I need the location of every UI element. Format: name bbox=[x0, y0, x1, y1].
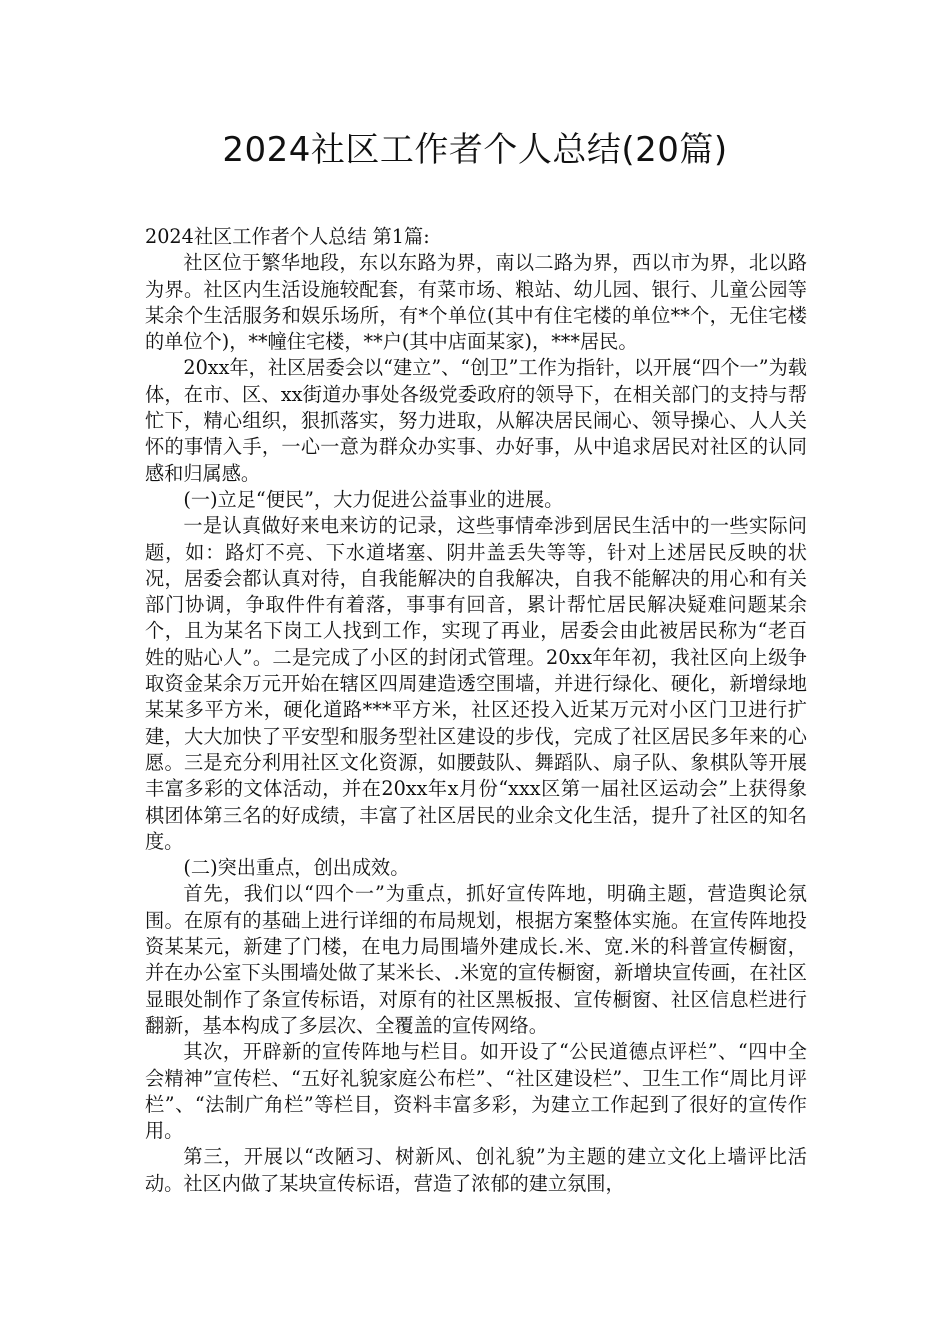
document-body bbox=[145, 224, 807, 1197]
paragraph: 一是认真做好来电来访的记录，这些事情牵涉到居民生活中的一些实际问题，如：路灯不亮、下水道堵塞、阴井盖丢失等等，针对上述居民反映的状况，居委会都认真对待，自我能解决的自我解决，自我不能解决的用心和有关部门协调，争取件件有着落，事事有回音，累计帮忙居民解决疑难问题某余个，且为某名下岗工人找到工作，实现了再业，居委会由此被居民称为“老百姓的贴心人”。二是完成了小区的封闭式管理。20xx年年初，我社区向上级争取资金某余万元开始在辖区四周建造透空围墙，并进行绿化、硬化，新增绿地某某多平方米，硬化道路***平方米，社区还投入近某万元对小区门卫进行扩建，大大加快了平安型和服务型社区建设的步伐，完成了社区居民多年来的心愿。三是充分利用社区文化资源，如腰鼓队、舞蹈队、扇子队、象棋队等开展丰富多彩的文体活动，并在20xx年x月份“xxx区第一届社区运动会”上获得象棋团体第三名的好成绩，丰富了社区居民的业余文化生活，提升了社区的知名度。 bbox=[145, 514, 807, 853]
paragraph: 社区位于繁华地段，东以东路为界，南以二路为界，西以市为界，北以路为界。社区内生活设施较配套，有菜市场、粮站、幼儿园、银行、儿童公园等某余个生活服务和娱乐场所，有*个单位(其中有住宅楼的单位**个，无住宅楼的单位个)，**幢住宅楼，**户(其中店面某家)，***居民。 bbox=[145, 251, 807, 354]
paragraph: 20xx年，社区居委会以“建立”、“创卫”工作为指针，以开展“四个一”为载体，在市、区、xx街道办事处各级党委政府的领导下，在相关部门的支持与帮忙下，精心组织，狠抓落实，努力进取，从解决居民闹心、领导操心、人人关怀的事情入手，一心一意为群众办实事、办好事，从中追求居民对社区的认同感和归属感。 bbox=[145, 356, 807, 485]
section-heading: 2024社区工作者个人总结 第1篇: bbox=[145, 225, 430, 248]
paragraph: 首先，我们以“四个一”为重点，抓好宣传阵地，明确主题，营造舆论氛围。在原有的基础上进行详细的布局规划，根据方案整体实施。在宣传阵地投资某某元，新建了门楼，在电力局围墙外建成长.米、宽.米的科普宣传橱窗，并在办公室下头围墙处做了某米长、.米宽的宣传橱窗，新增块宣传画，在社区显眼处制作了条宣传标语，对原有的社区黑板报、宣传橱窗、社区信息栏进行翻新，基本构成了多层次、全覆盖的宣传网络。 bbox=[145, 882, 807, 1037]
paragraph: 其次，开辟新的宣传阵地与栏目。如开设了“公民道德点评栏”、“四中全会精神”宣传栏、“五好礼貌家庭公布栏”、“社区建设栏”、卫生工作“周比月评栏”、“法制广角栏”等栏目，资料丰富多彩，为建立工作起到了很好的宣传作用。 bbox=[145, 1040, 807, 1143]
subsection-heading: (二)突出重点，创出成效。 bbox=[183, 856, 410, 880]
paragraph: 第三，开展以“改陋习、树新风、创礼貌”为主题的建立文化上墙评比活动。社区内做了某块宣传标语，营造了浓郁的建立氛围， bbox=[145, 1145, 807, 1195]
subsection-heading: (一)立足“便民”，大力促进公益事业的进展。 bbox=[183, 487, 564, 511]
document-title: 2024社区工作者个人总结(20篇) bbox=[222, 130, 728, 170]
